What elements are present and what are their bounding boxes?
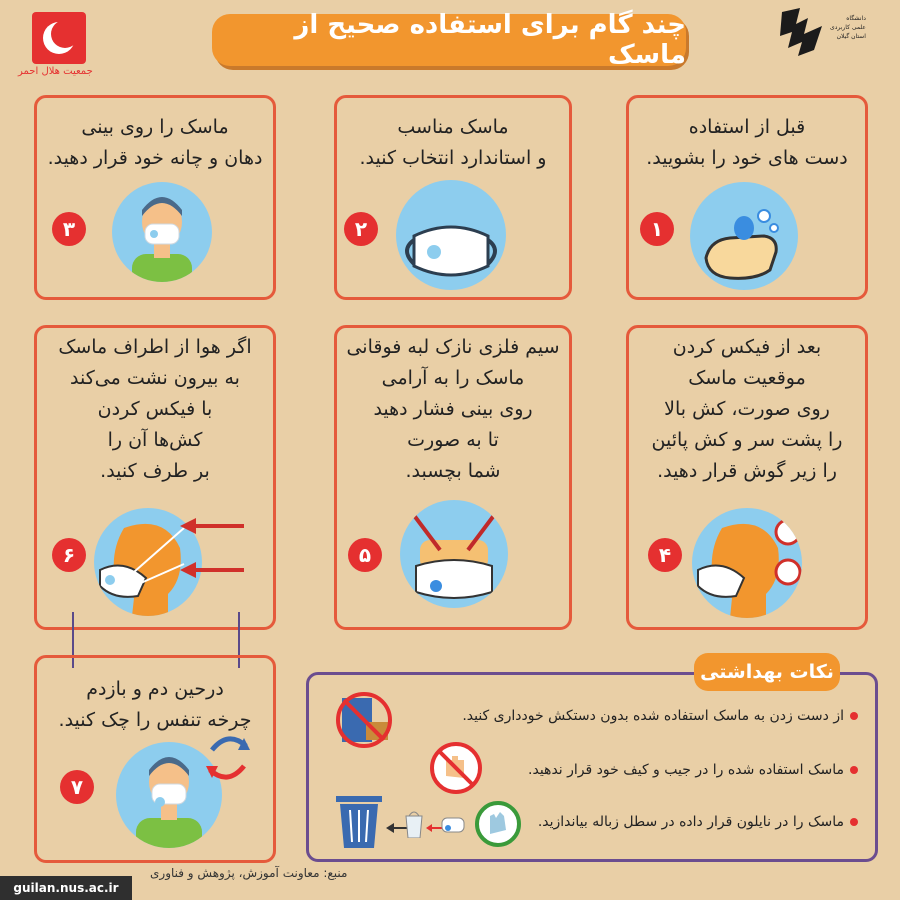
step-text-line: ماسک را روی بینی دهان و چانه خود قرار دهید. bbox=[47, 116, 263, 169]
tip-item bbox=[528, 762, 858, 778]
nose-wire-illustration bbox=[400, 500, 508, 608]
step-number-7: ۷ bbox=[60, 770, 94, 804]
step-number-1: ۱ bbox=[640, 212, 674, 246]
tip-item bbox=[538, 814, 858, 830]
step-text-5 bbox=[340, 332, 566, 487]
hygiene-tips-badge: نکات بهداشتی bbox=[694, 653, 840, 691]
cycle-arrows-icon bbox=[204, 728, 252, 788]
red-crescent-logo bbox=[32, 12, 86, 64]
person-mask-illustration bbox=[112, 182, 212, 282]
bullet-icon bbox=[850, 766, 858, 774]
step-text-line: درحین دم و بازدم چرخه تنفس را چک کنید. bbox=[58, 678, 252, 731]
step-text-line: ماسک مناسب و استاندارد انتخاب کنید. bbox=[359, 116, 547, 169]
tip-text: ماسک را در نایلون قرار داده در سطل زباله بیاندازید. bbox=[537, 814, 844, 830]
trash-bin-icon bbox=[330, 786, 388, 852]
step-text-2 bbox=[340, 112, 566, 174]
university-logo-subtext: دانشگاه علمی کاربردی استان گیلان bbox=[830, 15, 866, 40]
step-text-line: بعد از فیکس کردن موقعیت ماسک روی صورت، کش بالا را پشت سر و کش پائین را زیر گوش قرار دهید. bbox=[651, 336, 843, 482]
tip-text: از دست زدن به ماسک استفاده شده بدون دستکش خودداری کنید. bbox=[462, 708, 844, 724]
step-text-3 bbox=[40, 112, 270, 174]
page-title: چند گام برای استفاده صحیح از ماسک bbox=[212, 14, 686, 66]
tip-item bbox=[462, 708, 858, 724]
arrow-left-icon bbox=[180, 560, 244, 580]
site-url[interactable]: guilan.nus.ac.ir bbox=[0, 876, 132, 900]
bullet-icon bbox=[850, 818, 858, 826]
step-text-4 bbox=[632, 332, 862, 487]
step-text-line: اگر هوا از اطراف ماسک به بیرون نشت می‌کند با فیکس کردن کش‌ها آن را بر طرف کنید. bbox=[58, 336, 252, 482]
hand-wash-illustration bbox=[690, 182, 798, 290]
step-number-6: ۶ bbox=[52, 538, 86, 572]
step-text-line: قبل از استفاده دست های خود را بشویید. bbox=[646, 116, 848, 169]
mask-illustration bbox=[396, 180, 506, 290]
org-logo-text: جمعیت هلال احمر bbox=[18, 66, 93, 77]
tip-text: ماسک استفاده شده را در جیب و کیف خود قرار ندهید. bbox=[528, 762, 844, 778]
no-touch-pocket-icon bbox=[330, 690, 400, 750]
step-number-4: ۴ bbox=[648, 538, 682, 572]
step-text-6 bbox=[40, 332, 270, 487]
step-number-5: ۵ bbox=[348, 538, 382, 572]
source-credit: منبع: معاونت آموزش، پژوهش و فناوری bbox=[150, 866, 348, 880]
step-number-2: ۲ bbox=[344, 212, 378, 246]
step-text-1 bbox=[632, 112, 862, 174]
gloves-icon bbox=[474, 800, 522, 848]
bullet-icon bbox=[850, 712, 858, 720]
university-logo bbox=[774, 4, 830, 60]
arrow-left-icon bbox=[180, 516, 244, 536]
head-profile-elastic-illustration bbox=[692, 508, 802, 618]
no-hand-icon bbox=[428, 740, 484, 796]
plastic-bag-icon bbox=[404, 808, 424, 838]
step-text-7 bbox=[40, 674, 270, 736]
step-text-line: سیم فلزی نازک لبه فوقانی ماسک را به آرامی روی بینی فشار دهید تا به صورت شما بچسبد. bbox=[346, 336, 560, 482]
used-mask-icon bbox=[440, 812, 466, 838]
step-number-3: ۳ bbox=[52, 212, 86, 246]
